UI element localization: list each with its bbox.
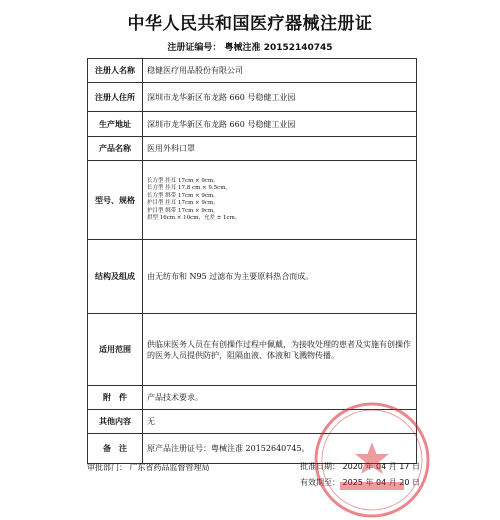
- spec-line: 长方型 绑带 17cm × 9cm。: [147, 192, 219, 199]
- table-row: [88, 161, 417, 240]
- value-model-spec: [143, 161, 417, 240]
- registration-number: 注册证编号： 粤械注准 20152140745: [167, 43, 333, 53]
- spec-line: 护目型 绑带 17cm × 9cm。: [147, 207, 219, 214]
- table-row: [88, 59, 417, 83]
- value-product-name: 医用外科口罩: [143, 137, 417, 161]
- table-row: [88, 386, 417, 410]
- value-structure: 由无纺布和 N95 过滤布为主要原料热合而成。: [143, 240, 417, 314]
- table-row: [88, 137, 417, 161]
- label-remarks: 备 注: [88, 434, 143, 464]
- spec-line: 长方型 挂耳 17cm × 9cm。: [147, 177, 219, 184]
- certificate-table: [87, 58, 417, 464]
- approval-dates: [300, 459, 420, 491]
- table-row: [88, 240, 417, 314]
- table-row: [88, 314, 417, 386]
- label-attachment: 附 件: [88, 386, 143, 410]
- value-remarks: 原产品注册证号：粤械注准 20152640745。: [143, 434, 417, 464]
- label-other: 其他内容: [88, 410, 143, 434]
- table-row: [88, 410, 417, 434]
- table-row: [88, 112, 417, 137]
- spec-line: 护目型 挂耳 17cm × 9cm。: [147, 200, 219, 206]
- approval-authority: 审批部门： 广东省药品监督管理局: [87, 463, 210, 472]
- value-registrant-name: 稳健医疗用品股份有限公司: [143, 59, 417, 83]
- label-usage: 适用范围: [88, 314, 143, 386]
- label-registrant-address: 注册人住所: [88, 83, 143, 112]
- value-production-address: 深圳市龙华新区布龙路 660 号稳健工业园: [143, 112, 417, 137]
- label-production-address: 生产地址: [88, 112, 143, 137]
- spec-line: 拱型 16cm × 10cm，允差 ± 1cm。: [147, 215, 241, 221]
- label-structure: 结构及组成: [88, 240, 143, 314]
- value-other: 无: [143, 410, 417, 434]
- table-row: [88, 83, 417, 112]
- value-usage: 供临床医务人员在有创操作过程中佩戴，为接收处理的患者及实施有创操作的医务人员提供防护，阻隔血液、体液和飞溅物传播。: [143, 314, 417, 386]
- spec-line: 长方型 挂耳 17.8 cm × 9.5cm。: [147, 185, 231, 191]
- label-model-spec: 型号、规格: [88, 161, 143, 240]
- value-attachment: 产品技术要求。: [143, 386, 417, 410]
- value-registrant-address: 深圳市龙华新区布龙路 660 号稳健工业园: [143, 83, 417, 112]
- label-product-name: 产品名称: [88, 137, 143, 161]
- expiry-date: 有效期至： 2025 年 04 月 20 日: [300, 478, 420, 487]
- label-registrant-name: 注册人名称: [88, 59, 143, 83]
- approval-date: 批准日期： 2020 年 04 月 17 日: [300, 462, 420, 471]
- certificate-title: 中华人民共和国医疗器械注册证: [127, 14, 373, 34]
